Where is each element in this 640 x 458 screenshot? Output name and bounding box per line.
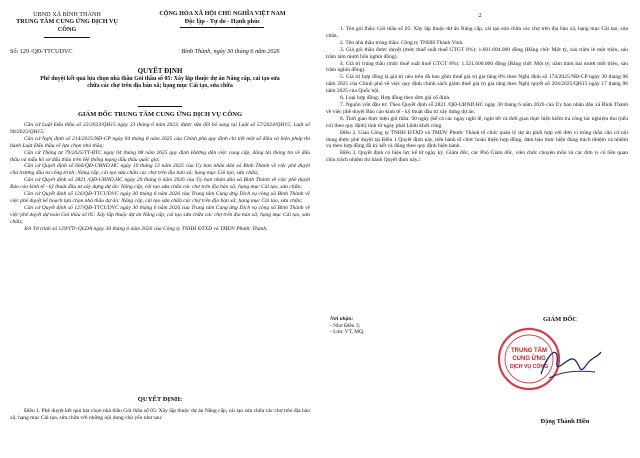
document-number: Số: 129 /QĐ-TTCUDVC: [10, 48, 73, 55]
decision-item: 6. Loại hợp đồng: Hợp đồng theo đơn giá cố định.: [340, 95, 451, 102]
decision-item: 5. Giá trị hợp đồng là giá trị nêu trên đã bao gồm thuế giá trị gia tăng 8% theo Nghị định số 174/2025/NĐ-CP ngày 30 tháng 06 năm 2025 của Chính phủ về việc quy định chính sách giảm thuế giá trị gia tăng theo Nghị quyết số 204/2025/QH15 ngày 17 tháng 06 năm 2025 của Quốc hội.: [326, 74, 628, 95]
country-name: CỘNG HÒA XÃ HỘI CHỦ NGHĨA VIỆT NAM: [159, 11, 286, 17]
issuing-authority: GIÁM ĐỐC TRUNG TÂM CUNG ỨNG DỊCH VỤ CÔNG: [77, 111, 243, 118]
article-1: Điều 1. Phê duyệt kết quả lựa chọn nhà thầu Gói thầu số 05: Xây lắp thuộc dự án Nâng cấp, cải tạo sửa chữa các chợ trên địa bàn xã; hạng mục Cải tạo, sửa chữa với những nội dung chủ yếu như sau:: [10, 408, 310, 421]
legal-basis-item: Xét Tờ trình số 129/TTr-QLDA ngày 30 tháng 6 năm 2026 của Công ty TNHH ĐTXD và TMDV Phước Thành.: [24, 225, 268, 232]
org-underline: [44, 37, 90, 38]
legal-bases: [10, 122, 310, 233]
legal-basis-item: Căn cứ Quyết định số 127/QĐ-TTCUDVC ngày 30 tháng 6 năm 2026 của Trung tâm Cung ứng Dịch vụ công xã Bình Thành về việc phê duyệt dự toán Gói thầu số 05: Xây lắp thuộc dự án Nâng cấp, cải tạo sửa chữa các chợ trên địa bàn xã; hạng mục Cải tạo, sửa chữa;: [10, 204, 310, 225]
legal-basis-item: Căn cứ Quyết định số 2821 /QĐ-UBND.HC ngày 29 tháng 6 năm 2026 của Ủy ban nhân dân xã Bình Thành về việc phê duyệt Báo cáo kinh tế - kỹ thuật đầu tư xây dựng dự án: Nâng cấp, cải tạo sửa chữa các chợ trên địa bàn xã; hạng mục Cải tạo, sửa chữa;: [10, 177, 310, 191]
legal-basis-item: Căn cứ Luật Đấu thầu số 22/2023/QH15 ngày 23 tháng 6 năm 2023, được sửa đổi bổ sung tại Luật số 57/2024/QH15; Luật số 90/2025/QH15;: [10, 122, 310, 135]
legal-basis-item: Căn cứ Quyết định số 666/QĐ-UBND.HC ngày 10 tháng 12 năm 2025 của Ủy ban nhân dân xã Bình Thành về việc phê duyệt chủ trương đầu tư công trình: Nâng cấp, cải tạo sửa chữa các chợ trên địa bàn xã; hạng mục Cải tạo, sửa chữa;: [10, 163, 310, 177]
decision-item: 2. Tên nhà thầu trúng thầu: Công ty TNHH Thành Vinh.: [340, 39, 464, 46]
recipients-block: [330, 316, 450, 336]
recipient-item: - Như Điều 3;: [330, 322, 361, 329]
legal-basis-item: Căn cứ Quyết định số 126/QĐ-TTCUDVC ngày 30 tháng 6 năm 2026 của Trung tâm Cung ứng Dịch vụ công xã Bình Thành về việc phê duyệt kế hoạch lựa chọn nhà thầu dự án: Nâng cấp, cải tạo sửa chữa các chợ trên địa bàn xã; hạng mục Cải tạo, sửa chữa;: [10, 191, 310, 204]
document-type: QUYẾT ĐỊNH: [137, 67, 183, 75]
legal-basis-item: Căn cứ Nghị định số 214/2025/NĐ-CP ngày 04 tháng 8 năm 2025 của Chính phủ quy định chi tiết một số điều và biện pháp thi hành Luật Đấu thầu về lựa chọn nhà thầu;: [10, 135, 310, 149]
document-date: Bình Thành, ngày 30 tháng 6 năm 2026: [181, 48, 280, 55]
subject-underline: [138, 106, 182, 107]
stamp-text: DỊCH VỤ CÔNG: [509, 364, 549, 370]
document-subject: Phê duyệt kết quả lựa chọn nhà thầu Gói thầu số 05: Xây lắp thuộc dự án Nâng cấp, cải tạo sửa chữa các chợ trên địa bàn xã; hạng mục Cái tạo, sửa chữa: [40, 76, 280, 89]
decision-items: [326, 26, 628, 164]
stamp-text: CUNG ỨNG: [512, 356, 546, 362]
national-motto: Độc lập - Tự do - Hạnh phúc: [184, 18, 261, 26]
legal-basis-item: Căn cứ Thông tư 79/2025/TT-BTC ngày 04 tháng 08 năm 2025 quy định Hướng dẫn việc cung cấp, đăng tải thông tin về đấu thầu và mẫu hồ sơ đấu thầu trên Hệ thống mạng đấu thầu quốc gia;: [10, 149, 310, 163]
motto-underline: [180, 27, 264, 28]
article-3: Điều 3. Quyết định có hiệu lực kể từ ngày ký. Giám đốc, các Phó Giám đốc, viên chức chuyên môn và các đơn vị có liên quan chịu trách nhiệm thi hành Quyết định này./.: [326, 150, 628, 164]
stamp-text: TRUNG TÂM: [511, 348, 547, 354]
decision-item: 1. Tên gói thầu: Gói thầu số 05: Xây lắp thuộc dự án Nâng cấp, cải tạo sửa chữa các chợ trên địa bàn xã; hạng mục Cải tạo, sửa chữa.: [326, 26, 628, 39]
decision-item: 3. Giá gói thầu được duyệt (mức thuế suất thuế GTGT 8%): 1.601.684.000 đồng (Bằng chữ: Một tỷ, sáu trăm lẻ một triệu, sáu trăm tám mươi bốn nghìn đồng).: [326, 46, 628, 60]
recipients-heading: Nơi nhận:: [330, 316, 354, 322]
decision-item: 7. Nguồn vốn đầu tư: Theo Quyết định số 2821 /QĐ-UBND.HC ngày 30 tháng 6 năm 2026 của Ủy ban nhân dân xã Bình Thành về việc phê duyệt Báo cáo kinh tế - kỹ thuật đầu tư xây dựng dự án.: [326, 101, 628, 115]
org-name: TRUNG TÂM CUNG ỨNG DỊCH VỤ CÔNG: [16, 18, 118, 33]
signer-title: GIÁM ĐỐC: [543, 316, 577, 323]
org-header: [8, 11, 126, 33]
document-page-2: [320, 0, 640, 458]
decision-heading: QUYẾT ĐỊNH:: [137, 396, 183, 403]
page-number: 2: [478, 13, 482, 19]
handwritten-signature: [535, 340, 605, 388]
national-header: [130, 11, 315, 26]
decision-item: 4. Giá trị trúng thầu (mức thuế suất thuế GTGT 8%): 1.521.600.000 đồng (Bằng chữ: Một tỷ, năm trăm hai mươi mốt triệu, sáu trăm nghìn đồng).: [326, 60, 628, 74]
signer-name: Đặng Thành Hiền: [540, 418, 590, 425]
recipient-item: - Lưu: VT, MQ.: [330, 329, 365, 336]
article-2: Điều 2. Giao Công ty TNHH ĐTXD và TMDV Phước Thành tổ chức quản lý dự án phối hợp với đơn vị trúng thầu căn cứ nội dung được phê duyệt tại Điều 1 Quyết định này, tiến hành tổ chức hoàn thiện hợp đồng, đảm bảo thực hiện đúng trách nhiệm và nhiệm vụ theo hợp đồng đã ký kết và đúng theo quy định hiện hành.: [326, 129, 628, 150]
org-parent: UBND XÃ BÌNH THÀNH: [33, 11, 101, 18]
decision-item: 8. Thời gian thực hiện gói thầu: 90 ngày (kể cả các ngày nghỉ lễ, nghỉ tết và thời gian thực hiện kiểm tra công tác nghiệm thu (nếu có) theo quy định) tính từ ngày phát Lệnh khởi công.: [326, 115, 628, 129]
